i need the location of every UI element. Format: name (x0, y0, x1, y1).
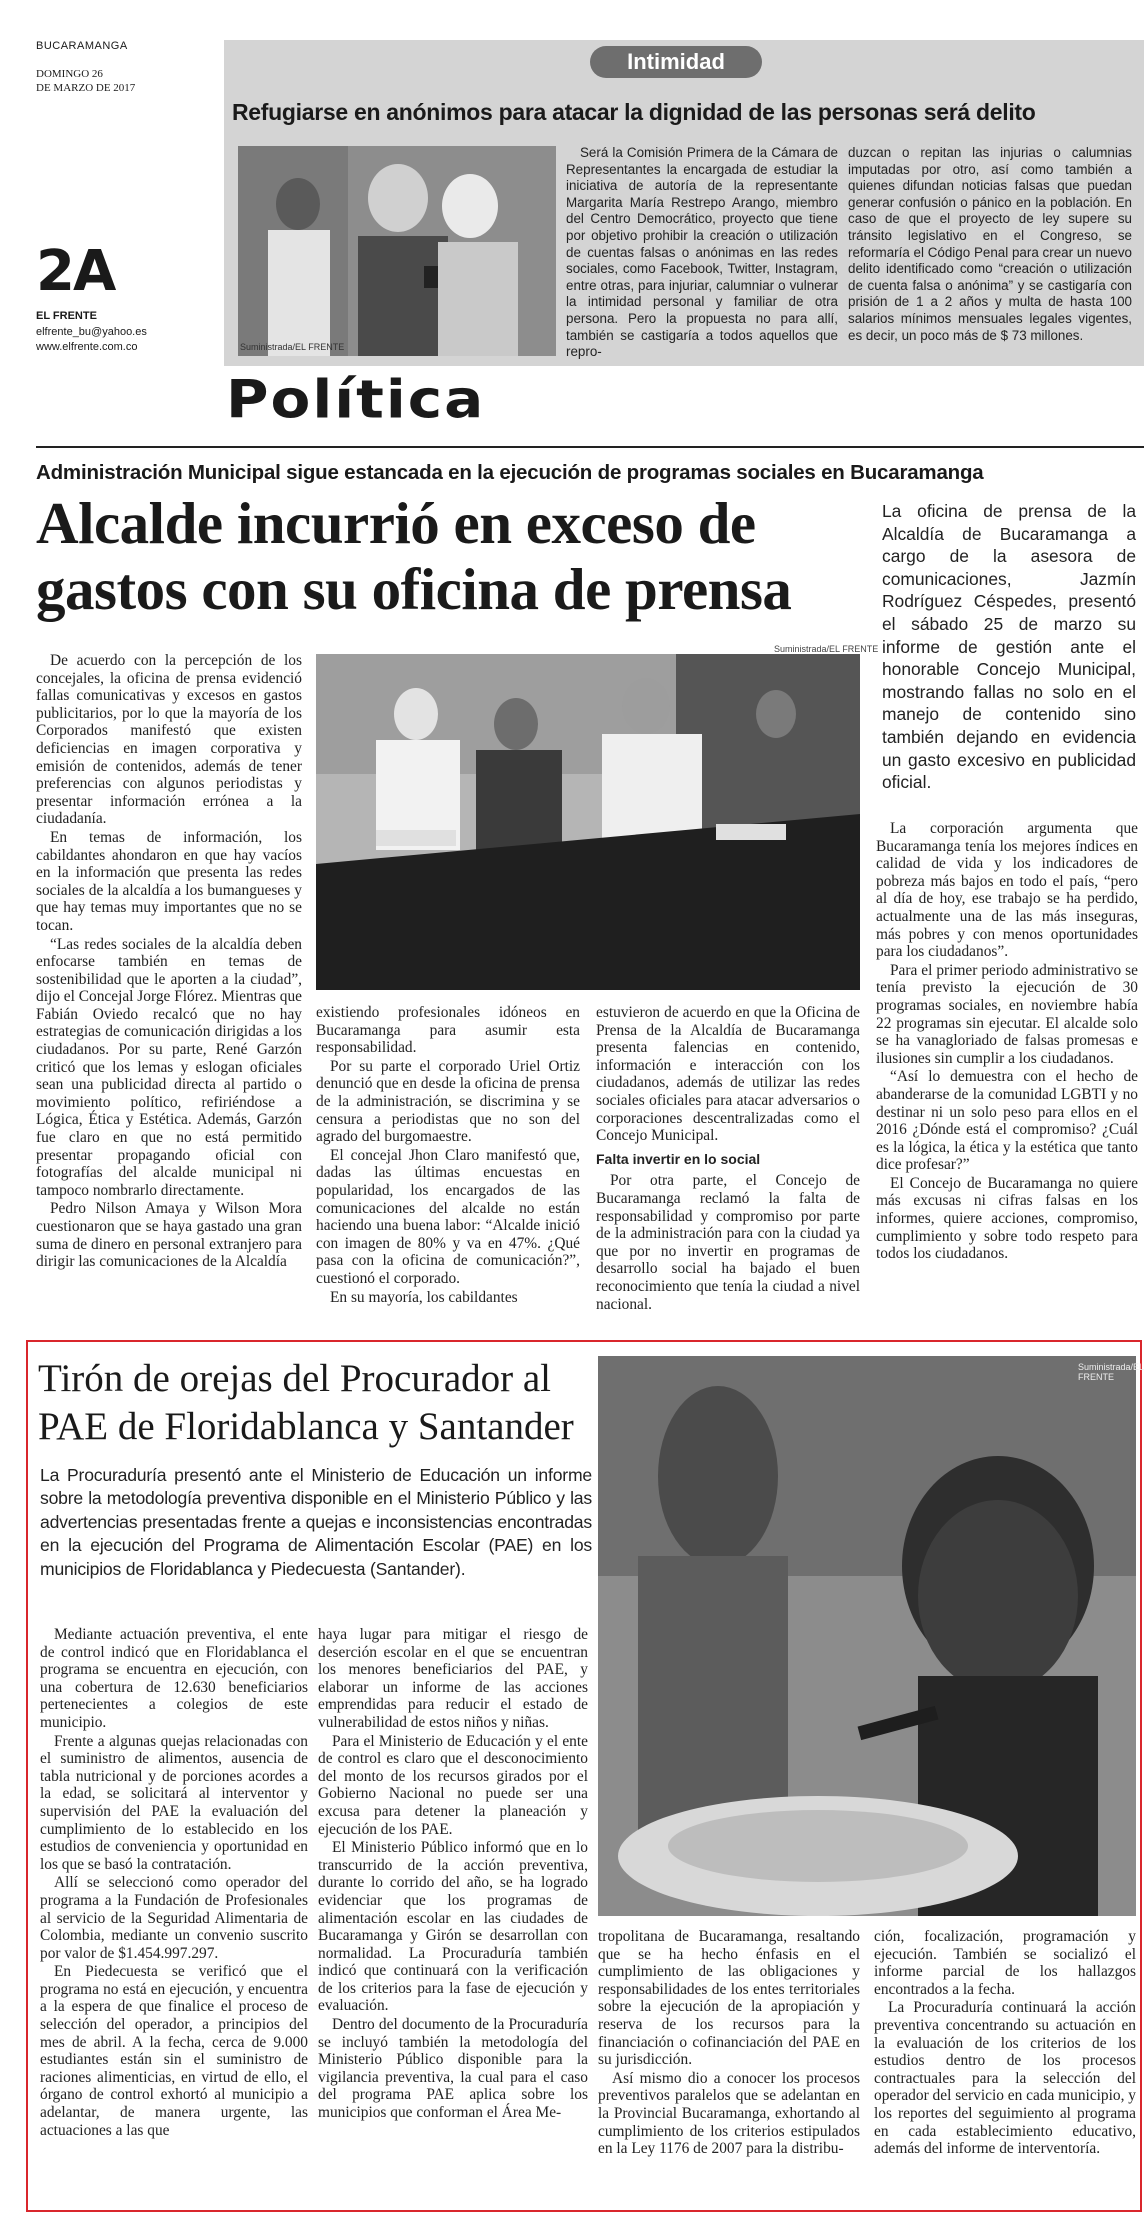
main-col4-p4: El Concejo de Bucaramanga no quiere más excusas ni cifras falsas en los informes, quiere acciones, compromiso, cumplimiento y sobre todo respeto para todos los ciudadanos. (876, 1174, 1138, 1263)
main-col2-p4: En su mayoría, los cabildantes (330, 1288, 518, 1306)
pae-col1-p2: Frente a algunas quejas relacionadas con el suministro de alimentos, ausencia de tabla nutricional y de porciones acordes a la edad, se solicitará al interventor y supervisión del PAE la evaluación del cumplimiento de lo establecido en los estudios de conveniencia y oportunidad en los que se basó la contratación. (40, 1732, 308, 1873)
masthead-website[interactable]: www.elfrente.com.co (36, 341, 138, 353)
main-story-headline-line1: Alcalde incurrió en exceso de (36, 490, 756, 556)
main-col3b-p1: Por otra parte, el Concejo de Bucaramanga reclamó la falta de responsabilidad y compromiso por parte de la administración para con la ciudad ya que por no invertir en programas de desarrollo social ha bajado el buen reconocimiento que tenía la ciudad a nivel nacional. (596, 1172, 860, 1313)
masthead-date-line1: DOMINGO 26 (36, 68, 103, 80)
top-story-tag-label: Intimidad (627, 49, 725, 74)
main-col2-p1: existiendo profesionales idóneos en Bucaramanga para asumir esta responsabilidad. (316, 1004, 580, 1057)
pae-col4-p2: La Procuraduría continuará la acción preventiva concentrando su actuación en la evaluación de los criterios de los estudios dentro de los procesos contractuales para la selección del operador del servicio en cada municipio, y los reportes del seguimiento al programa en cada establecimiento educativo, además del informe de interventoría. (874, 1999, 1136, 2158)
pae-story-photo-credit: Suministrada/EL FRENTE (1078, 1362, 1144, 1382)
main-story-photo-credit: Suministrada/EL FRENTE (774, 644, 879, 654)
top-story-photo-credit: Suministrada/EL FRENTE (240, 342, 345, 352)
pae-col1-p3: Allí se seleccionó como operador del programa a la Fundación de Profesionales al servicio de la Seguridad Alimentaria de Colombia, mediante un convenio suscrito por valor de $1.454.997.297. (40, 1874, 308, 1962)
top-story-col1-text: Será la Comisión Primera de la Cámara de Representantes la encargada de estudiar la iniciativa de autoría de la representante Margarita María Restrepo Arango, miembro del Centro Democrático, proyecto que tiene por objetivo prohibir la creación o utilización de cuentas falsas o anónimas en las redes sociales, como Facebook, Twitter, Instagram, entre otras, para injuriar, calumniar o vulnerar la intimidad personal y familiar de otra persona. Pero la propuesta no para allí, también se castigaría a todos aquellos que repro- (566, 145, 838, 360)
pae-col1-p4: En Piedecuesta se verificó que el programa no está en ejecución, y encuentra a la espera de que finalice el proceso de selección del operador, a principios del mes de abril. A la fecha, cerca de 9.000 estudiantes están sin el suministro de raciones alimenticias, en virtud de ello, el órgano de control exhortó al municipio a adelantar, de manera urgente, las actuaciones a las que (40, 1963, 308, 2139)
pae-story-col1 (40, 1626, 308, 2206)
main-col2-p2: Por su parte el corporado Uriel Ortiz denunció que en desde la oficina de prensa de la administración, se discrimina y se censura a periodistas que no son del agrado del burgomaestre. (316, 1057, 580, 1146)
pae-col4-p1: ción, focalización, programación y ejecución. También se socializó el informe parcial de los hallazgos encontrados a la fecha. (874, 1928, 1136, 1998)
pae-col2-p3: El Ministerio Público informó que en lo transcurrido de la acción preventiva, durante lo corrido del año, se ha logrado evidenciar que los programas de alimentación escolar en las ciudades de Bucaramanga y Girón se desarrollan con normalidad. La Procuraduría también indicó que continuará con la verificación de los criterios para la fase de ejecución y evaluación. (318, 1839, 588, 2015)
paper-name: EL FRENTE (36, 310, 97, 322)
main-story-col2 (316, 1004, 580, 1306)
child-eating-photo-icon (598, 1356, 1136, 1916)
pae-story-photo (598, 1356, 1136, 1916)
top-story-tag (590, 46, 762, 78)
pae-story-lead: La Procuraduría presentó ante el Ministerio de Educación un informe sobre la metodología preventiva disponible en el Ministerio Público y las advertencias presentadas frente a quejas e inconsistencias encontradas en la ejecución del Programa de Alimentación Escolar (PAE) en los municipios de Floridablanca y Piedecuesta (Santander). (40, 1465, 592, 1579)
pae-story-headline-line2: PAE de Floridablanca y Santander (38, 1405, 574, 1448)
main-story-photo (316, 654, 860, 990)
section-divider (36, 446, 1144, 448)
main-col1-p1: De acuerdo con la percepción de los concejales, la oficina de prensa evidenció fallas comunicativas y excesos en gastos publicitarios, por lo que la mayoría de los Corporados manifestó que existen deficiencias en imagen corporativa y emisión de contenidos, además de tener preferencias con algunos periodistas y presentar información errónea a la ciudadanía. (36, 652, 302, 828)
pae-col2-p4: Dentro del documento de la Procuraduría se incluyó también la metodología del Ministerio Público disponible para la vigilancia preventiva, la cual para el caso del programa PAE aplica sobre los municipios que conforman el Área Me- (318, 2016, 588, 2122)
main-col1-p2: En temas de información, los cabildantes ahondaron en que hay vacíos en la información que presenta las redes sociales de la alcaldía a los bumangueses y que hay temas muy importantes que no se tocan. (36, 828, 302, 934)
pae-story-col2 (318, 1626, 588, 2206)
main-story-kicker: Administración Municipal sigue estancada en la ejecución de programas sociales en Bucaramanga (36, 461, 984, 484)
main-col3-p1: estuvieron de acuerdo en que la Oficina de Prensa de la Alcaldía de Bucaramanga presenta falencias en contenido, información e interacción con los ciudadanos, además de utilizar las redes sociales oficiales para atacar adversarios o corporaciones descentralizadas como el Concejo Municipal. (596, 1004, 860, 1145)
masthead-email[interactable]: elfrente_bu@yahoo.es (36, 326, 147, 338)
main-col1-p3: “Las redes sociales de la alcaldía deben enfocarse también en temas de sostenibilidad que le aporten a la ciudad”, dijo el Concejal Jorge Flórez. Mientras que Fabián Oviedo recalcó que no hay estrategias de comunicación dirigidas a los ciudadanos. Por su parte, René Garzón criticó que los lemas y eslogan oficiales sean una publicidad directa al partido o movimiento político, refiriéndose a Lógica, Ética y Estética. Además, Garzón fue claro en que no está permitido presentar propagando oficial con fotografías del alcalde municipal ni tampoco nombrarlo directamente. (36, 935, 302, 1199)
page-number: 2A (36, 239, 115, 304)
top-story-col2 (848, 145, 1132, 360)
main-story-col4 (876, 820, 1138, 1320)
girls-photo-icon (238, 146, 556, 356)
main-col2-p3: El concejal Jhon Claro manifestó que, dadas las últimas encuestas en popularidad, los encargados de las comunicaciones del alcalde no están haciendo una buena labor: “Alcalde inició con imagen de 80% y va en 47%. ¿Qué pasa con la oficina de comunicación?”, cuestionó el corporado. (316, 1146, 580, 1287)
pae-col2-p1: haya lugar para mitigar el riesgo de deserción escolar en el que se encuentran los menores beneficiarios del PAE, y elaborar un informe de las acciones emprendidas para reducir el estado de vulnerabilidad de estos niños y niñas. (318, 1626, 588, 1731)
pae-col3-p1: tropolitana de Bucaramanga, resaltando que se ha hecho énfasis en el cumplimiento de las obligaciones y responsabilidades de los entes territoriales sobre la ejecución de la apropiación y reserva de los recursos para la financiación o cofinanciación del PAE en su jurisdicción. (598, 1928, 860, 2069)
main-col1-p4: Pedro Nilson Amaya y Wilson Mora cuestionaron que se haya gastado una gran suma de dinero en personal extranjero para dirigir las comunicaciones de la Alcaldía (36, 1200, 302, 1271)
main-col4-p1: La corporación argumenta que Bucaramanga tenía los mejores índices en calidad de vida y los indicadores de pobreza más bajos en todo el país, “pero al día de hoy, ese trabajo se ha perdido, actualmente una de las más inseguras, más pobres y con menos oportunidades para los ciudadanos”. (876, 820, 1138, 961)
pae-col1-p1: Mediante actuación preventiva, el ente de control indicó que en Floridablanca el programa se encuentra en ejecución, con una cobertura de 12.630 beneficiarios pertenecientes a colegios de este municipio. (40, 1626, 308, 1731)
top-story-col1 (566, 145, 838, 360)
section-title: Política (226, 369, 486, 431)
masthead-city: BUCARAMANGA (36, 40, 128, 52)
pae-story-col4 (874, 1928, 1136, 2206)
main-story-subhead: Falta invertir en lo social (596, 1150, 761, 1167)
pae-col3-p2: Así mismo dio a conocer los procesos preventivos paralelos que se adelantan en la Provincial Bucaramanga, exhortando al cumplimiento de los criterios estipulados en la Ley 1176 de 2007 para la distribu- (598, 2069, 860, 2158)
main-col4-p2: Para el primer periodo administrativo se tenía previsto la ejecución de 30 programas sociales, en noviembre había 22 programas sin ejecutar. El alcalde solo se ha vanagloriado de falsas promesas e ilusiones sin cumplir a los ciudadanos. (876, 961, 1138, 1067)
main-story-headline-line2: gastos con su oficina de prensa (36, 556, 792, 622)
main-col4-p3: “Así lo demuestra con el hecho de abanderarse de la comunidad LGBTI y no destinar ni un solo peso para ellos en el 2016 ¿Dónde está el compromiso? ¿Cuál es la lógica, la ética y la estética que tanto dice profesar?” (876, 1068, 1138, 1174)
main-story-col3 (596, 1004, 860, 1313)
pae-story-headline-line1: Tirón de orejas del Procurador al (38, 1357, 552, 1400)
council-meeting-photo-icon (316, 654, 860, 990)
pae-col2-p2: Para el Ministerio de Educación y el ente de control es claro que el desconocimiento del monto de los recursos girados por el Gobierno Nacional no puede ser una excusa para detener la planeación y ejecución de los PAE. (318, 1732, 588, 1838)
main-story-lead: La oficina de prensa de la Alcaldía de Bucaramanga a cargo de la asesora de comunicaciones, Jazmín Rodríguez Céspedes, presentó el sábado 25 de marzo su informe de gestión ante el honorable Concejo Municipal, mostrando fallas no solo en el manejo de contenido sino también dejando en evidencia un gasto excesivo en publicidad oficial. (882, 501, 1136, 793)
top-story-headline: Refugiarse en anónimos para atacar la dignidad de las personas será delito (232, 99, 1036, 125)
masthead-date-line2: DE MARZO DE 2017 (36, 82, 136, 94)
pae-story-col3 (598, 1928, 860, 2206)
top-story-photo (238, 146, 556, 356)
main-story-col1 (36, 652, 302, 1292)
top-story-col2-text: duzcan o repitan las injurias o calumnias imputadas por otro, así como también a quienes difundan noticias falsas que puedan generar confusión o pánico en la población. En caso de que el proyecto de ley supere su tránsito legislativo en el Congreso, se reformaría el Código Penal para crear un nuevo delito identificado como “creación o utilización de cuenta falsa o anónima” y se castigaría con prisión de 1 a 2 años y multa de hasta 100 salarios mínimos mensuales legales vigentes, es decir, un poco más de $ 73 millones. (848, 145, 1132, 343)
